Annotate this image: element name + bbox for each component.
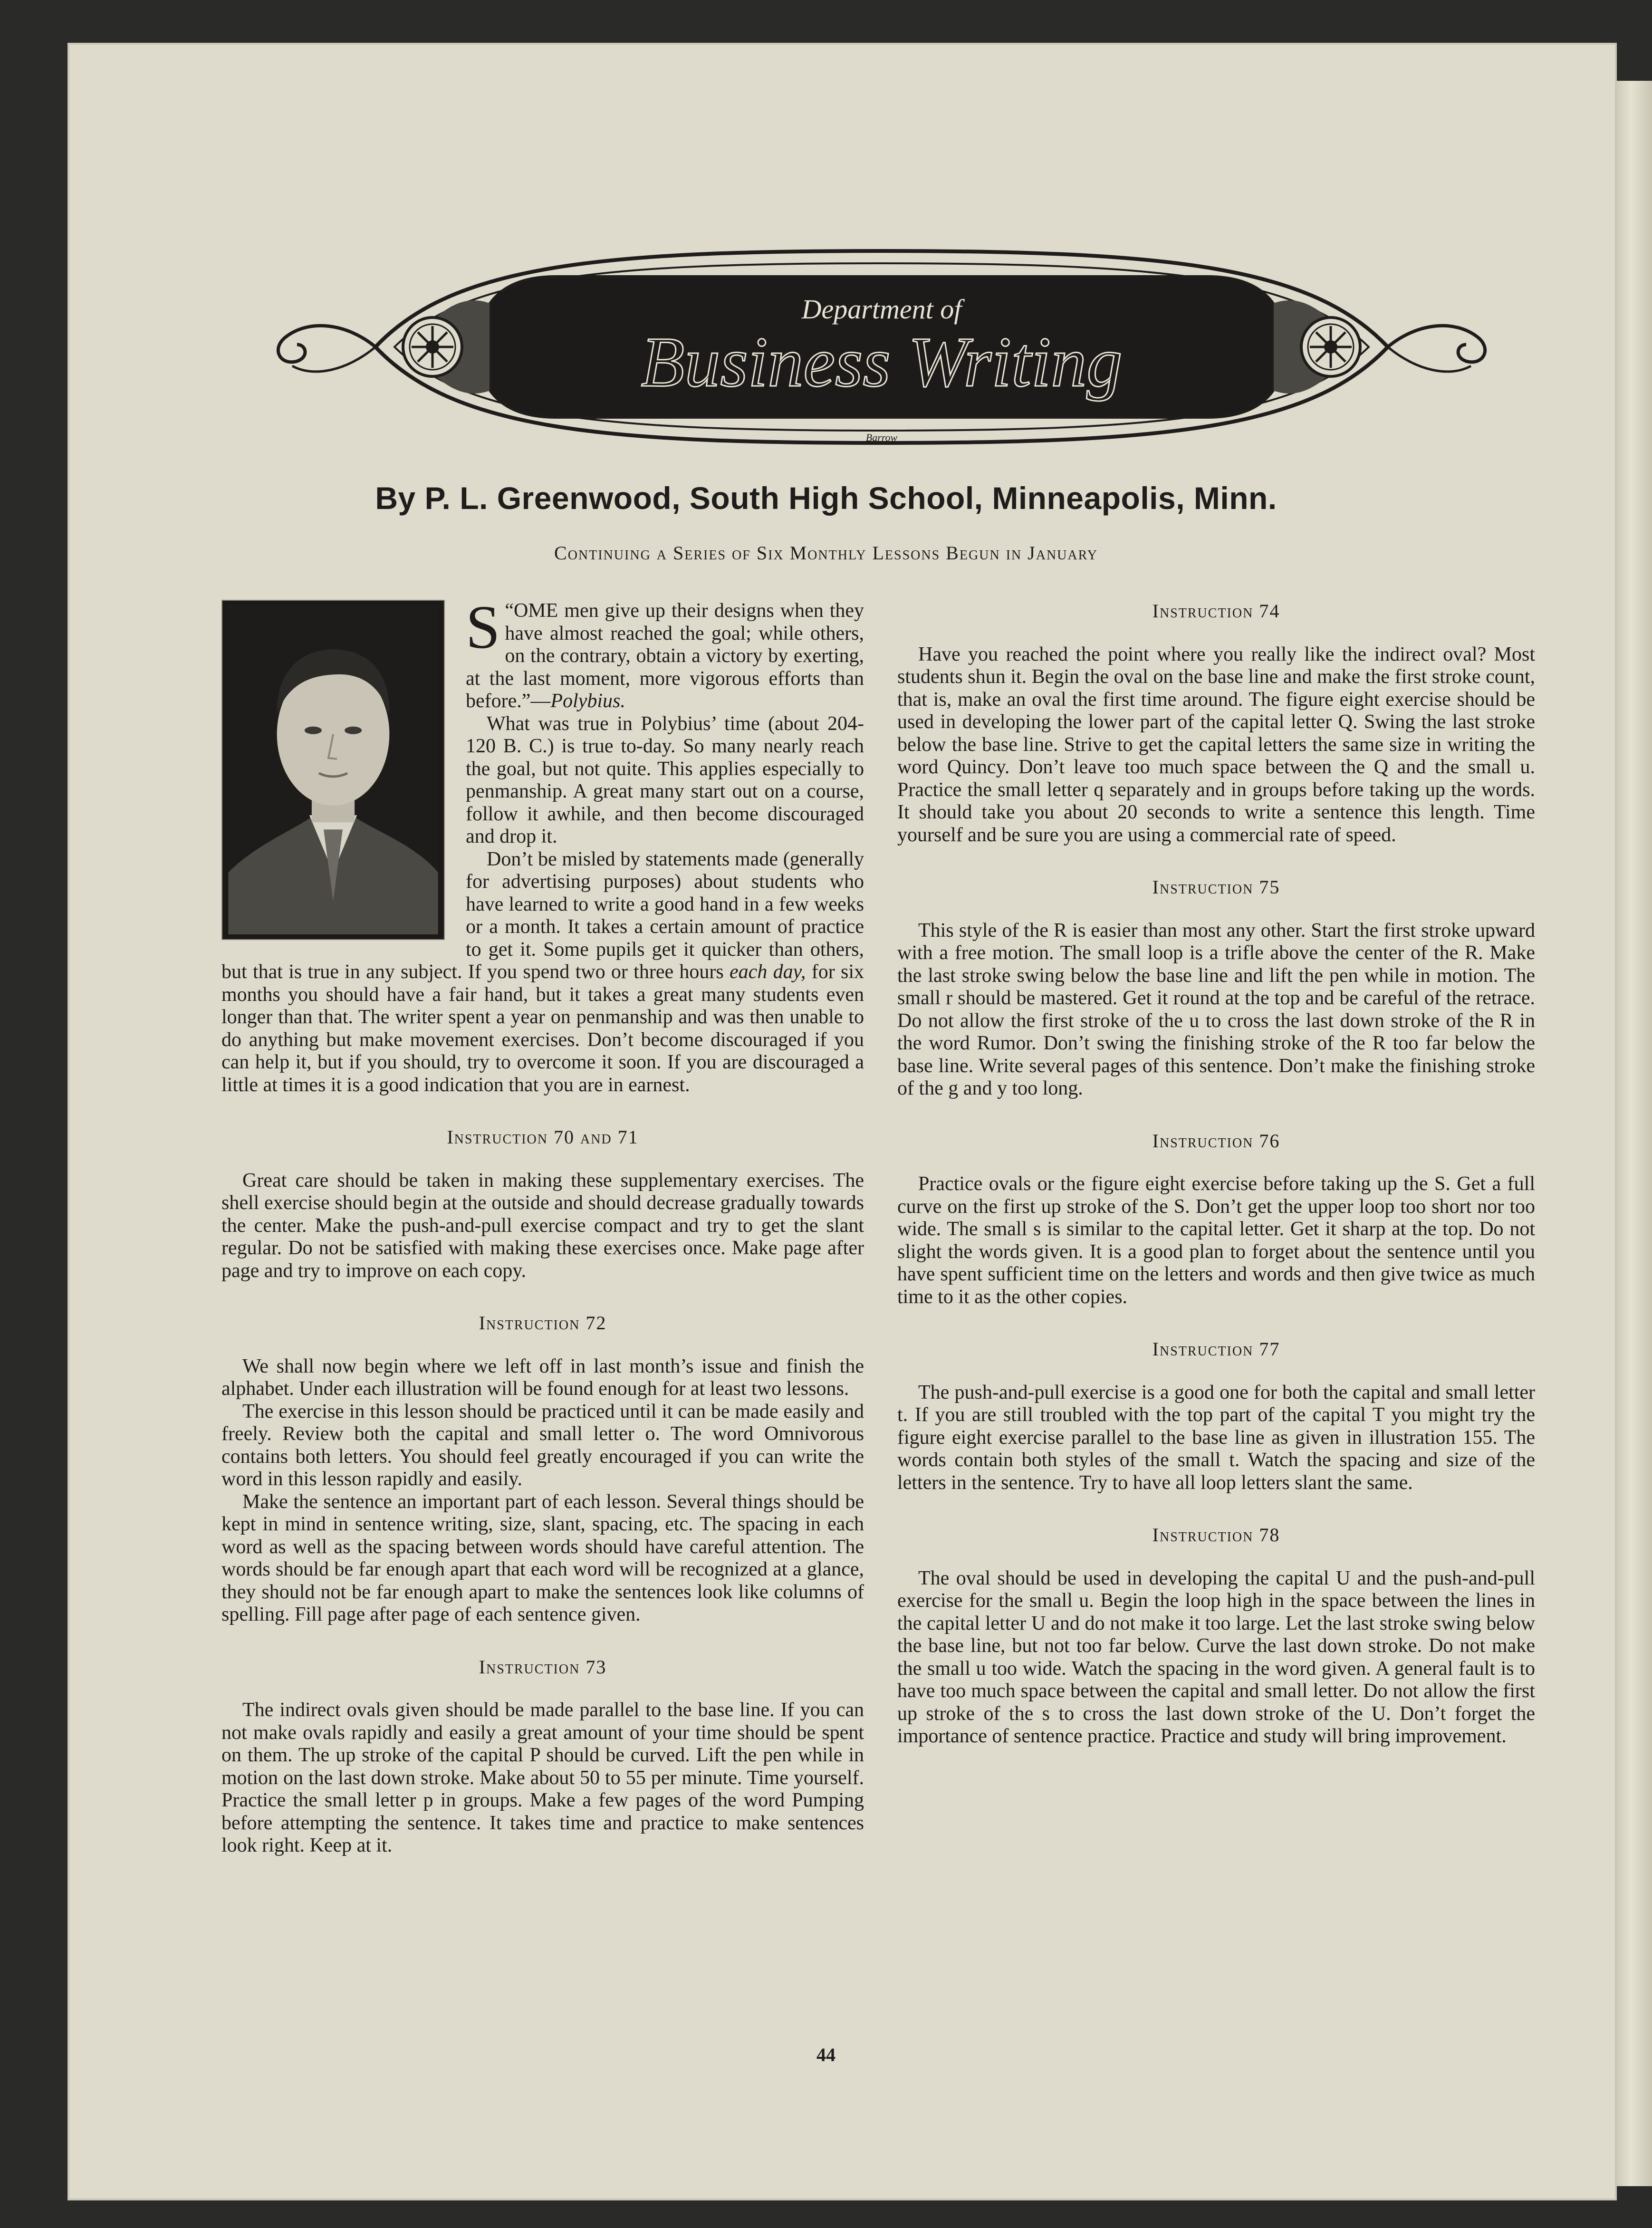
page-number: 44 <box>816 2044 836 2065</box>
instruction-77-text: The push-and-pull exercise is a good one for both the capital and small letter t. If you are still troubled with the top part of the capital T you might try the figure eight exercise parallel to the base line as given in illustration 155. The words contain both styles of the small t. Watch the spacing and size of the letters in the sentence. Try to have all loop letters slant the same. <box>897 1381 1535 1494</box>
heading-instruction-74: Instruction 74 <box>1152 600 1280 622</box>
quote-mark: “ <box>505 600 514 622</box>
instruction-72-text-2: The exercise in this lesson should be practiced until it can be made easily and freely. Review both the capital and small letter o. The word Omnivorous contains both letters. You should feel greatly encouraged if you can write the word in this lesson rapidly and easily. <box>221 1400 864 1490</box>
instruction-70-text: Great care should be taken in making these supplementary exercises. The shell exercise should begin at the outside and should decrease gradually towards the center. Make the push-and-pull exercise compact and try to get the slant regular. Do not be satisfied with making these exercises once. Make page after page and try to improve on each copy. <box>221 1169 864 1282</box>
left-column <box>221 593 864 1857</box>
author-portrait <box>221 600 445 940</box>
intro-paragraph-2: What was true in Polybius’ time (about 204-120 B. C.) is true to-day. So many nearly reach the goal, but not quite. This applies especially to penmanship. A great many start out on a course, follow it awhile, and then become discouraged and drop it. <box>466 712 864 847</box>
heading-instruction-73: Instruction 73 <box>479 1656 607 1678</box>
drop-cap: S <box>466 593 500 662</box>
instruction-76-text: Practice ovals or the figure eight exercise before taking up the S. Get a full curve on the first up stroke of the S. Don’t get the upper loop too short nor too wide. The small s is similar to the capital letter. Get it sharp at the top. Do not slight the words given. It is a good plan to forget about the sentence until you have spent sufficient time on the letters and words and then give twice as much time to it as the other copies. <box>897 1173 1535 1308</box>
heading-instruction-70-71: Instruction 70 and 71 <box>447 1126 639 1148</box>
heading-instruction-75: Instruction 75 <box>1152 876 1280 898</box>
author-byline: By P. L. Greenwood, South High School, Minneapolis, Minn. <box>375 480 1277 516</box>
emphasis-each-day: each day, <box>730 961 806 983</box>
intro-paragraph-3: Don’t be misled by statements made (generally for advertising purposes) about students who have learned to write a good hand in a few weeks or a month. It takes a certain amount of practice to get it. Some pupils get it quicker than others, but that is true in any subject. If you spend two or three hours each day, for six months you should have a fair hand, but it takes a great many students even longer than that. The writer spent a year on penmanship and was then unable to do anything but make movement exercises. Don’t become discouraged if you can help it, but if you should, try to overcome it soon. If you are discouraged a little at times it is a good indication that you are in earnest. <box>221 848 864 1096</box>
right-column <box>897 600 1535 1748</box>
next-page-edge <box>1617 81 1652 2186</box>
right-rosette-icon <box>1301 317 1360 376</box>
instruction-72-text-1: We shall now begin where we left off in last month’s issue and finish the alphabet. Under each illustration will be found enough for at least two lessons. <box>221 1355 864 1400</box>
artist-signature: Barrow <box>865 432 898 443</box>
quote-text: OME men give up their designs when they have almost reached the goal; while others, on the contrary, obtain a victory by exerting, at the last moment, more vigorous efforts than before.”— <box>466 600 864 712</box>
business-writing-title: Business Writing <box>641 323 1123 402</box>
left-rosette-icon <box>403 317 462 376</box>
instruction-75-text: This style of the R is easier than most any other. Start the first stroke upward with a free motion. The small loop is a trifle above the center of the R. Make the last stroke swing below the base line and lift the pen while in motion. The small r should be mastered. Get it round at the top and be careful of the retrace. Do not allow the first stroke of the u to cross the last down stroke of the R in the word Rumor. Don’t swing the finishing stroke of the R too far below the base line. Write several pages of this sentence. Don’t make the finishing stroke of the g and y too long. <box>897 919 1535 1099</box>
instruction-72-text-3: Make the sentence an important part of each lesson. Several things should be kept in mind in sentence writing, size, slant, spacing, etc. The spacing in each word as well as the spacing between words should have careful attention. The words should be far enough apart that each word will be recognized at a glance, they should not be far enough apart to make the sentences look like columns of spelling. Fill page after page of each sentence given. <box>221 1490 864 1625</box>
quote-source: Polybius. <box>550 690 625 712</box>
series-subtitle: Continuing a Series of Six Monthly Lessons Begun in January <box>554 542 1098 564</box>
department-of-text: Department of <box>801 294 962 325</box>
heading-instruction-78: Instruction 78 <box>1152 1524 1280 1546</box>
heading-instruction-76: Instruction 76 <box>1152 1130 1280 1152</box>
department-header-banner <box>252 247 1511 447</box>
instruction-78-text: The oval should be used in developing the capital U and the push-and-pull exercise for the small u. Begin the loop high in the space between the lines in the capital letter U and do not make it too large. Let the last stroke swing below the base line, but not too far below. Curve the last down stroke. Do not make the small u too wide. Watch the spacing in the word given. A general fault is to have too much space between the capital and small letter. Do not allow the first up stroke of the s to cross the last down stroke of the U. Don’t forget the importance of sentence practice. Practice and study will bring improvement. <box>897 1567 1535 1747</box>
heading-instruction-72: Instruction 72 <box>479 1312 607 1334</box>
instruction-73-text: The indirect ovals given should be made parallel to the base line. If you can not make ovals rapidly and easily a great amount of your time should be spent on them. The up stroke of the capital P should be curved. Lift the pen while in motion on the last down stroke. Make about 50 to 55 per minute. Time yourself. Practice the small letter p in groups. Make a few pages of the word Pumping before attempting the sentence. It takes time and practice to make sentences look right. Keep at it. <box>221 1699 864 1856</box>
instruction-74-text: Have you reached the point where you really like the indirect oval? Most students shun it. Begin the oval on the base line and make the first stroke count, that is, make an oval the first time around. The figure eight exercise should be used in developing the lower part of the capital letter Q. Swing the last stroke below the base line. Strive to get the capital letters the same size in writing the word Quincy. Don’t leave too much space between the Q and the small u. Practice the small letter q separately and in groups before taking up the words. It should take you about 20 seconds to write a sentence this length. Time yourself and be sure you are using a commercial rate of speed. <box>897 643 1535 846</box>
heading-instruction-77: Instruction 77 <box>1152 1338 1280 1360</box>
